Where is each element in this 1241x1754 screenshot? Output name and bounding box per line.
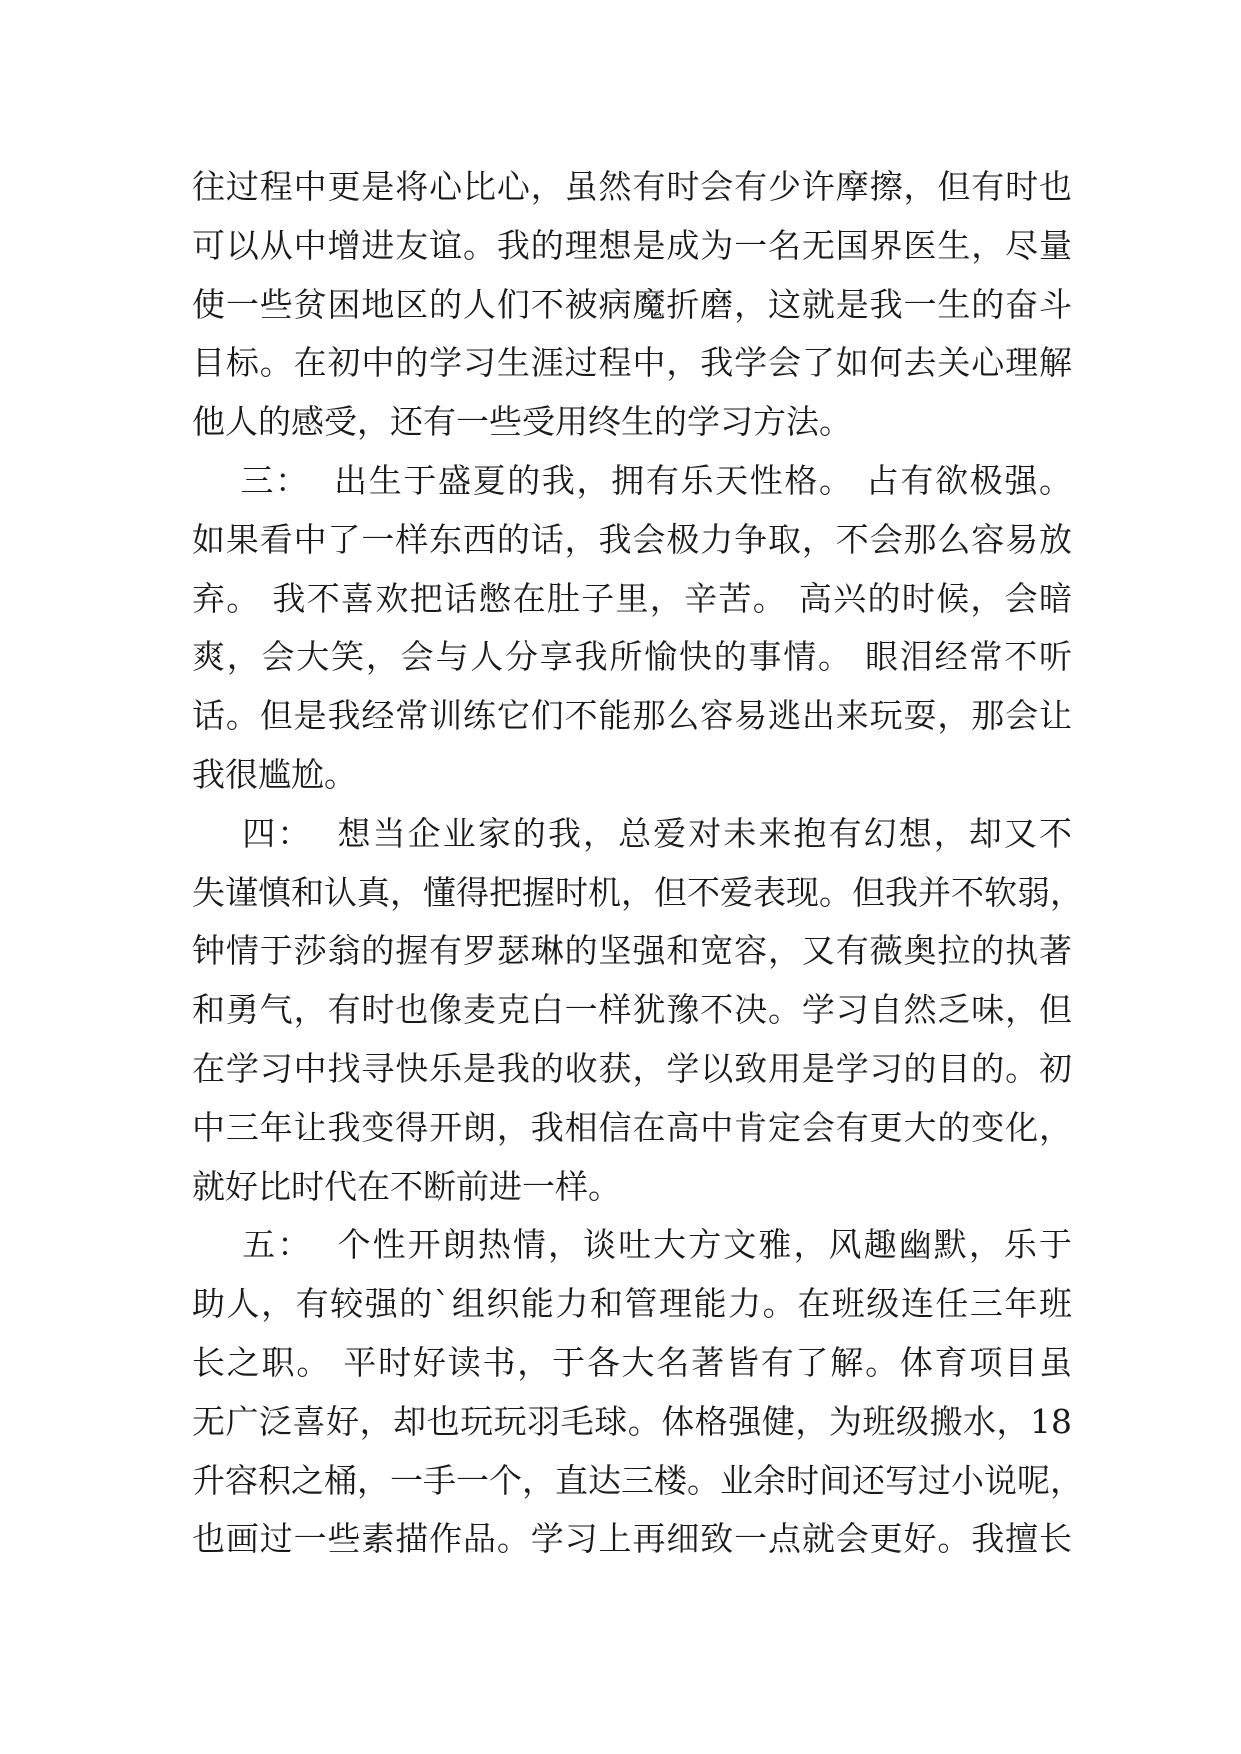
text-line: 弃。 我不喜欢把话憋在肚子里，辛苦。 高兴的时候，会暗 xyxy=(192,578,1072,618)
text-line: 我很尴尬。 xyxy=(192,754,357,794)
text-line: 五： 个性开朗热情，谈吐大方文雅，风趣幽默，乐于 xyxy=(192,1225,1072,1265)
text-line: 他人的感受，还有一些受用终生的学习方法。 xyxy=(192,402,852,442)
text-line: 目标。在初中的学习生涯过程中，我学会了如何去关心理解 xyxy=(192,343,1072,383)
text-line: 长之职。 平时好读书，于各大名著皆有了解。体育项目虽 xyxy=(192,1342,1072,1382)
text-line: 使一些贫困地区的人们不被病魔折磨，这就是我一生的奋斗 xyxy=(192,284,1072,324)
text-line: 就好比时代在不断前进一样。 xyxy=(192,1166,621,1206)
text-line: 助人，有较强的`组织能力和管理能力。在班级连任三年班 xyxy=(192,1284,1072,1324)
text-line: 和勇气，有时也像麦克白一样犹豫不决。学习自然乏味，但 xyxy=(192,990,1072,1030)
text-line: 四： 想当企业家的我，总爱对未来抱有幻想，却又不 xyxy=(192,813,1072,853)
text-line: 失谨慎和认真，懂得把握时机，但不爱表现。但我并不软弱， xyxy=(192,872,1083,912)
text-line: 往过程中更是将心比心，虽然有时会有少许摩擦，但有时也 xyxy=(192,167,1072,206)
text-line: 升容积之桶，一手一个，直达三楼。业余时间还写过小说呢， xyxy=(192,1460,1083,1500)
text-line: 也画过一些素描作品。学习上再细致一点就会更好。我擅长 xyxy=(192,1519,1072,1559)
body-text xyxy=(192,158,1083,1569)
text-line: 三： 出生于盛夏的我，拥有乐天性格。 占有欲极强。 xyxy=(192,460,1072,500)
text-line: 可以从中增进友谊。我的理想是成为一名无国界医生，尽量 xyxy=(192,225,1072,265)
text-line: 话。但是我经常训练它们不能那么容易逃出来玩耍，那会让 xyxy=(192,696,1072,736)
text-line: 中三年让我变得开朗，我相信在高中肯定会有更大的变化， xyxy=(192,1107,1072,1147)
text-line: 在学习中找寻快乐是我的收获，学以致用是学习的目的。初 xyxy=(192,1048,1072,1088)
text-line: 钟情于莎翁的握有罗瑟琳的坚强和宽容，又有薇奥拉的执著 xyxy=(192,931,1072,971)
text-line: 如果看中了一样东西的话，我会极力争取，不会那么容易放 xyxy=(192,519,1072,559)
text-line: 爽，会大笑，会与人分享我所愉快的事情。 眼泪经常不听 xyxy=(192,637,1072,677)
text-line: 无广泛喜好，却也玩玩羽毛球。体格强健，为班级搬水，18 xyxy=(192,1401,1072,1441)
